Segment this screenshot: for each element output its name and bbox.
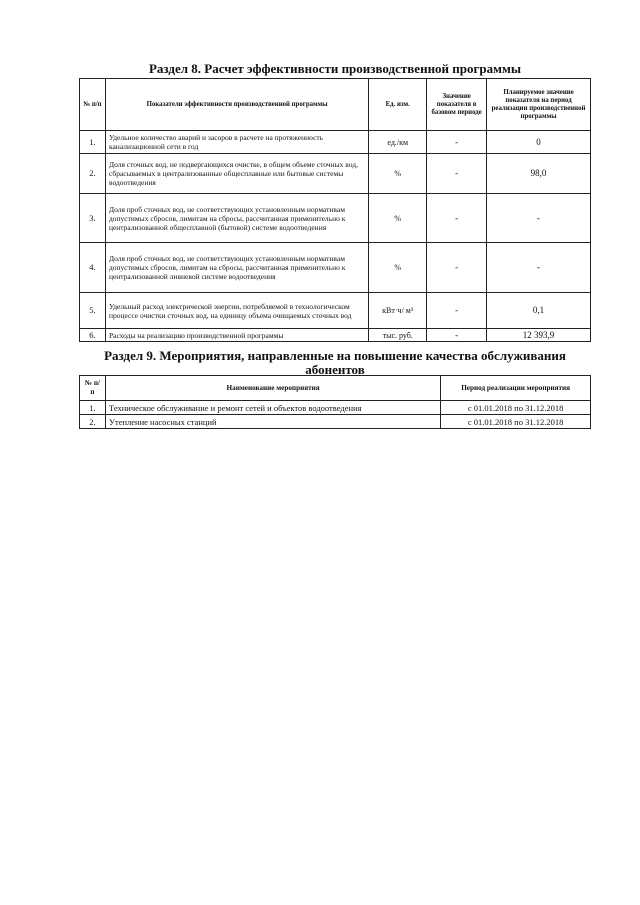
row-name: Расходы на реализацию производственной программы <box>105 329 368 342</box>
row-num: 4. <box>80 243 106 293</box>
row-planned: 0,1 <box>487 293 591 329</box>
row-name: Доля проб сточных вод, не соответствующих установленным нормативам допустимых сбросов, лимитам на сбросы, рассчитанная применительно к централизованной ливневой системе водоотведения <box>105 243 368 293</box>
row-name: Техническое обслуживание и ремонт сетей и объектов водоотведения <box>105 401 440 415</box>
table-row <box>80 329 591 342</box>
row-period: с 01.01.2018 по 31.12.2018 <box>441 415 591 429</box>
table-row <box>80 415 591 429</box>
header-num: № п/п <box>80 376 106 401</box>
row-planned: - <box>487 194 591 243</box>
row-name: Удельное количество аварий и засоров в расчете на протяженность канализационной сети в год <box>105 131 368 154</box>
row-base: - <box>427 329 487 342</box>
table-row <box>80 154 591 194</box>
row-num: 2. <box>80 154 106 194</box>
row-num: 1. <box>80 131 106 154</box>
header-num: № п/п <box>80 79 106 131</box>
section-9-title: Раздел 9. Мероприятия, направленные на повышение качества обслуживания абонентов <box>104 348 566 377</box>
row-unit: кВт·ч/ м³ <box>369 293 427 329</box>
row-num: 6. <box>80 329 106 342</box>
row-name: Доля сточных вод, не подвергающихся очистке, в общем объеме сточных вод, сбрасываемых в централизованные общесплавные или бытовые системы водоотведения <box>105 154 368 194</box>
section-8-title: Раздел 8. Расчет эффективности производственной программы <box>148 61 522 76</box>
row-name: Удельный расход электрической энергии, потребляемой в технологическом процессе очистки сточных вод, на единицу объема очищаемых сточных вод <box>105 293 368 329</box>
table-row <box>80 293 591 329</box>
table-row <box>80 194 591 243</box>
row-base: - <box>427 243 487 293</box>
row-name: Утепление насосных станций <box>105 415 440 429</box>
header-unit: Ед. изм. <box>369 79 427 131</box>
row-planned: 98,0 <box>487 154 591 194</box>
header-base: Значение показателя в базовом периоде <box>427 79 487 131</box>
row-unit: % <box>369 154 427 194</box>
header-planned: Планируемое значение показателя на период реализации производственной программы <box>487 79 591 131</box>
table-row <box>80 401 591 415</box>
header-period: Период реализации мероприятия <box>441 376 591 401</box>
header-indicator: Показатели эффективности производственной программы <box>105 79 368 131</box>
table-row <box>80 131 591 154</box>
measures-table-header <box>80 376 591 401</box>
row-planned: 0 <box>487 131 591 154</box>
row-base: - <box>427 131 487 154</box>
row-base: - <box>427 293 487 329</box>
row-unit: % <box>369 243 427 293</box>
row-unit: % <box>369 194 427 243</box>
row-num: 1. <box>80 401 106 415</box>
row-period: с 01.01.2018 по 31.12.2018 <box>441 401 591 415</box>
row-num: 3. <box>80 194 106 243</box>
row-name: Доля проб сточных вод, не соответствующих установленным нормативам допустимых сбросов, лимитам на сбросы, рассчитанная применительно к централизованной общесплавной (бытовой) системе водоотведения <box>105 194 368 243</box>
row-base: - <box>427 154 487 194</box>
row-base: - <box>427 194 487 243</box>
measures-table <box>79 375 591 429</box>
efficiency-table <box>79 78 591 342</box>
row-unit: ед./км <box>369 131 427 154</box>
row-num: 5. <box>80 293 106 329</box>
efficiency-table-header <box>80 79 591 131</box>
table-row <box>80 243 591 293</box>
row-num: 2. <box>80 415 106 429</box>
row-planned: 12 393,9 <box>487 329 591 342</box>
row-planned: - <box>487 243 591 293</box>
row-unit: тыс. руб. <box>369 329 427 342</box>
header-measure-name: Наименование мероприятия <box>105 376 440 401</box>
